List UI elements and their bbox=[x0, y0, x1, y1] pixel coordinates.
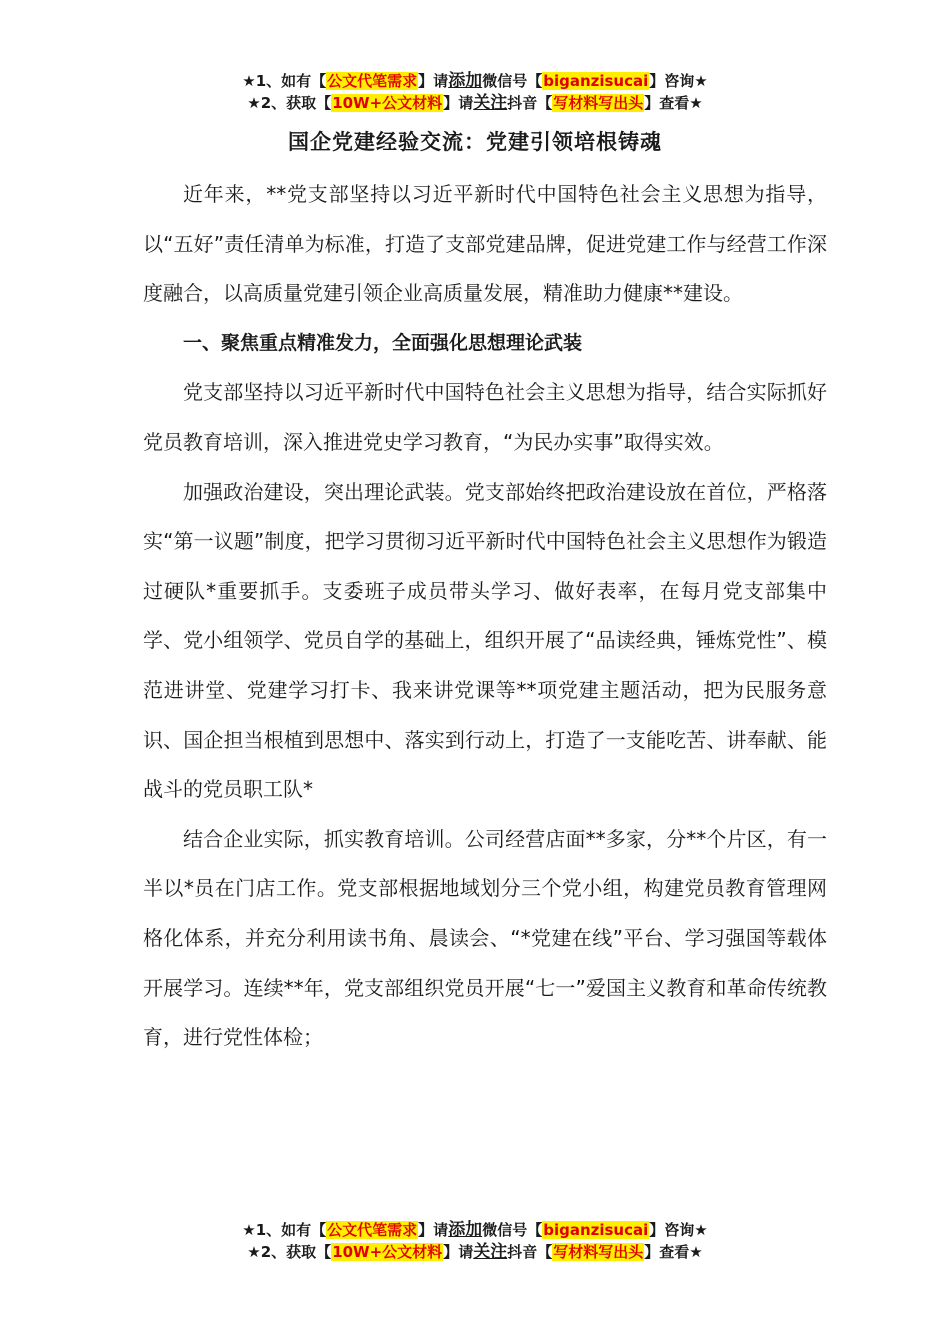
promo-line-2 bbox=[0, 92, 950, 114]
promo-text: 】查看★ bbox=[644, 94, 703, 112]
promo-line-1 bbox=[0, 1219, 950, 1241]
promo-text: 】咨询★ bbox=[649, 1221, 708, 1239]
promo-text: 】咨询★ bbox=[649, 72, 708, 90]
promo-line-2 bbox=[0, 1241, 950, 1263]
promo-text: 】请 bbox=[443, 94, 474, 112]
promo-text: ★1、如有【 bbox=[242, 1221, 327, 1239]
promo-text: 】请 bbox=[418, 72, 449, 90]
promo-text: 抖音【 bbox=[507, 94, 553, 112]
promo-emphasis: 关注 bbox=[473, 1242, 508, 1262]
promo-highlight: 10W+公文材料 bbox=[332, 1243, 443, 1261]
promo-wechat-id: biganzisucai bbox=[543, 1221, 649, 1239]
promo-text: 】查看★ bbox=[644, 1243, 703, 1261]
promo-highlight: 10W+公文材料 bbox=[332, 94, 443, 112]
promo-text: 】请 bbox=[418, 1221, 449, 1239]
paragraph: 党支部坚持以习近平新时代中国特色社会主义思想为指导，结合实际抓好党员教育培训，深入推进党史学习教育，“为民办实事”取得实效。 bbox=[143, 380, 827, 454]
paragraph-intro: 近年来，**党支部坚持以习近平新时代中国特色社会主义思想为指导，以“五好”责任清单为标准，打造了支部党建品牌，促进党建工作与经营工作深度融合，以高质量党建引领企业高质量发展，精准助力健康**建设。 bbox=[143, 182, 827, 306]
promo-text: ★2、获取【 bbox=[247, 1243, 332, 1261]
paragraph: 结合企业实际，抓实教育培训。公司经营店面**多家，分**个片区，有一半以*员在门店工作。党支部根据地域划分三个党小组，构建党员教育管理网格化体系，并充分利用读书角、晨读会、“*党建在线”平台、学习强国等载体开展学习。连续**年，党支部组织党员开展“七一”爱国主义教育和革命传统教育，进行党性体检； bbox=[143, 826, 827, 1050]
promo-douyin-name: 写材料写出头 bbox=[553, 1243, 644, 1261]
promo-text: 微信号【 bbox=[482, 1221, 543, 1239]
promo-highlight: 公文代笔需求 bbox=[327, 72, 418, 90]
promo-text: 抖音【 bbox=[507, 1243, 553, 1261]
promo-text: ★2、获取【 bbox=[247, 94, 332, 112]
promo-text: 微信号【 bbox=[482, 72, 543, 90]
promo-douyin-name: 写材料写出头 bbox=[553, 94, 644, 112]
promo-text: 】请 bbox=[443, 1243, 474, 1261]
document-title: 国企党建经验交流：党建引领培根铸魂 bbox=[288, 130, 662, 154]
promo-emphasis: 添加 bbox=[448, 1220, 483, 1240]
promo-line-1 bbox=[0, 70, 950, 92]
promo-emphasis: 添加 bbox=[448, 71, 483, 91]
promo-wechat-id: biganzisucai bbox=[543, 72, 649, 90]
paragraph: 加强政治建设，突出理论武装。党支部始终把政治建设放在首位，严格落实“第一议题”制度，把学习贯彻习近平新时代中国特色社会主义思想作为锻造过硬队*重要抓手。支委班子成员带头学习、做好表率，在每月党支部集中学、党小组领学、党员自学的基础上，组织开展了“品读经典，锤炼党性”、模范进讲堂、党建学习打卡、我来讲党课等**项党建主题活动，把为民服务意识、国企担当根植到思想中、落实到行动上，打造了一支能吃苦、讲奉献、能战斗的党员职工队* bbox=[143, 479, 827, 802]
promo-emphasis: 关注 bbox=[473, 93, 508, 113]
promo-highlight: 公文代笔需求 bbox=[327, 1221, 418, 1239]
promo-text: ★1、如有【 bbox=[242, 72, 327, 90]
promo-banner-top bbox=[0, 70, 950, 114]
promo-banner-bottom bbox=[0, 1219, 950, 1263]
document-body bbox=[143, 170, 827, 1063]
section-heading-1: 一、聚焦重点精准发力，全面强化思想理论武装 bbox=[183, 331, 583, 354]
